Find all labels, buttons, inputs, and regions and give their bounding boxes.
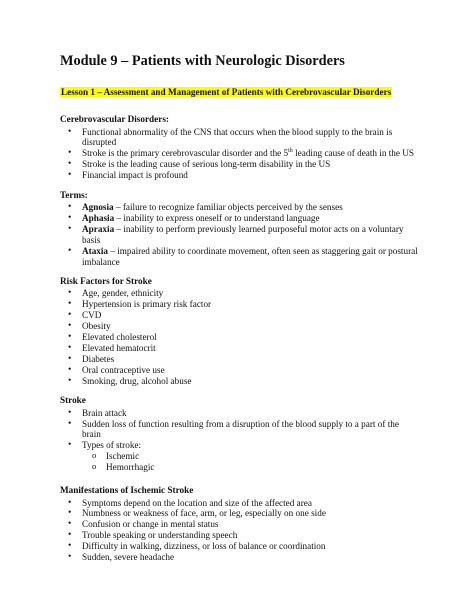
- section-heading: Terms:: [60, 189, 88, 200]
- page-title: Module 9 – Patients with Neurologic Disorders: [60, 53, 345, 69]
- list-item: [60, 246, 420, 268]
- list-item: • Sudden loss of function resulting from a disruption of the blood supply to a part of the brain: [60, 419, 420, 441]
- list-item: • Hypertension is primary risk factor: [60, 299, 420, 310]
- bullet-list: [60, 498, 420, 563]
- list-item: • Obesity: [60, 321, 420, 332]
- term-definition: – inability to express oneself or to understand language: [114, 212, 320, 223]
- list-item: • Numbness or weakness of face, arm, or leg, especially on one side: [60, 508, 420, 519]
- term-definition: – inability to perform previously learned purposeful motor acts on a voluntary basis: [82, 223, 404, 245]
- section-heading: Stroke: [60, 395, 86, 406]
- list-item: • Diabetes: [60, 354, 420, 365]
- list-item: [60, 213, 420, 224]
- list-item: • Financial impact is profound: [60, 170, 420, 181]
- list-item: • Symptoms depend on the location and size of the affected area: [60, 498, 420, 509]
- list-item: • Age, gender, ethnicity: [60, 288, 420, 299]
- sub-list-item: o Hemorrhagic: [82, 462, 420, 473]
- sub-list-item: o Ischemic: [82, 451, 420, 462]
- list-item: • Confusion or change in mental status: [60, 519, 420, 530]
- term-name: Agnosia: [82, 202, 114, 213]
- list-item: • Smoking, drug, alcohol abuse: [60, 376, 420, 387]
- section-heading: Cerebrovascular Disorders:: [60, 114, 169, 124]
- item-text: leading cause of death in the US: [292, 148, 414, 159]
- section-cerebrovascular: [60, 114, 420, 181]
- document-page: [60, 52, 420, 572]
- list-item: • Stroke is the leading cause of serious long-term disability in the US: [60, 159, 420, 170]
- item-text: Stroke is the primary cerebrovascular disorder and the 5: [82, 148, 289, 159]
- list-item: • Oral contraceptive use: [60, 365, 420, 376]
- lesson-heading: [60, 86, 420, 98]
- section-ischemic-manifestations: [60, 485, 420, 563]
- list-item: • CVD: [60, 310, 420, 321]
- bullet-list: [60, 127, 420, 182]
- section-heading: Risk Factors for Stroke: [60, 275, 152, 286]
- list-item: • Functional abnormality of the CNS that occurs when the blood supply to the brain is disrupted: [60, 127, 420, 149]
- term-definition: – impaired ability to coordinate movement, often seen as staggering gait or postural imbalance: [82, 245, 418, 267]
- list-item: • Trouble speaking or understanding speech: [60, 530, 420, 541]
- list-item: • Difficulty in walking, dizziness, or loss of balance or coordination: [60, 541, 420, 552]
- term-name: Apraxia: [82, 223, 115, 234]
- section-risk-factors: [60, 276, 420, 387]
- section-terms: [60, 190, 420, 268]
- list-item: [60, 224, 420, 246]
- list-item: [60, 440, 420, 473]
- item-text: Types of stroke:: [82, 440, 142, 451]
- term-definition: – failure to recognize familiar objects perceived by the senses: [113, 202, 343, 213]
- list-item: • Elevated hematocrit: [60, 343, 420, 354]
- list-item: [60, 202, 420, 213]
- term-name: Ataxia: [82, 245, 109, 256]
- superscript: th: [288, 148, 293, 155]
- section-heading: Manifestations of Ischemic Stroke: [60, 485, 194, 496]
- list-item: • Sudden, severe headache: [60, 552, 420, 563]
- list-item: • Brain attack: [60, 408, 420, 419]
- sub-bullet-list: [82, 451, 420, 473]
- bullet-list: [60, 288, 420, 386]
- bullet-list: [60, 408, 420, 473]
- list-item: [60, 148, 420, 159]
- term-name: Aphasia: [82, 212, 115, 223]
- bullet-list: [60, 202, 420, 267]
- list-item: • Elevated cholesterol: [60, 332, 420, 343]
- section-stroke: [60, 395, 420, 473]
- lesson-highlight: Lesson 1 – Assessment and Management of Patients with Cerebrovascular Disorders: [61, 87, 392, 97]
